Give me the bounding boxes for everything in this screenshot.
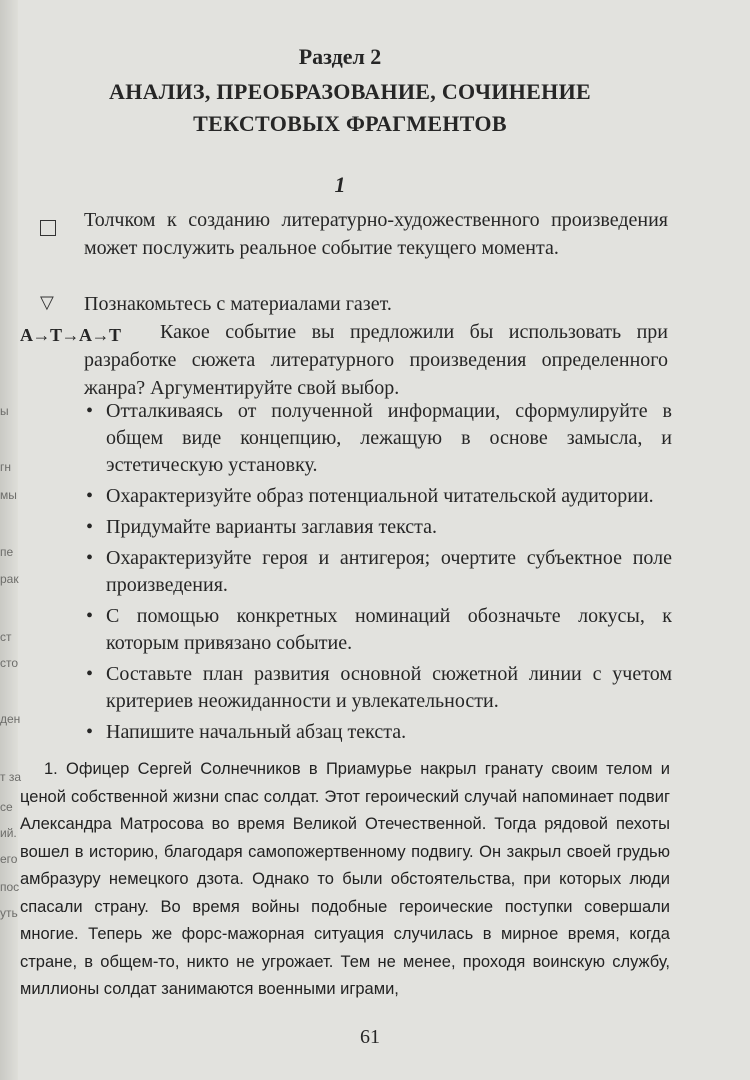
bullet-icon: • [86, 547, 94, 569]
exercise-number: 1 [334, 172, 346, 197]
bullet-icon: • [86, 516, 94, 538]
passage-text: 1. Офицер Сергей Солнечников в Приамурье накрыл гранату своим телом и ценой собственной жизни спас солдат. Этот героический случай напоминает подвиг Александра Матросова во время Великой Отечественной. Тогда рядовой пехоты вошел в историю, благодаря самопожертвенному подвигу. Он закрыл своей грудью амбразуру немецкого дзота. Однако то были обстоятельства, при которых люди спасали страну. Во время войны подобные героические поступки совершали многие. Теперь же форс-мажорная ситуация случилась в мирное время, когда стране, в общем-то, никто не угрожает. Тем не менее, проходя воинскую службу, миллионы солдат занимаются военными играми, [20, 760, 670, 998]
gutter-fragment: ы [0, 404, 9, 418]
gutter-fragment: ий. [0, 826, 17, 840]
list-item: • Составьте план развития основной сюжетной линии с учетом критериев неожиданности и увлекательности. [86, 663, 672, 712]
square-marker-icon [40, 220, 56, 236]
gutter-fragment: сто [0, 656, 19, 670]
gutter-fragment: т за [0, 770, 22, 784]
gutter-fragment: ден [0, 712, 21, 726]
bullet-icon: • [86, 663, 94, 685]
bullet-icon: • [86, 400, 94, 422]
list-item: • Охарактеризуйте образ потенциальной читательской аудитории. [84, 483, 672, 510]
section-heading [30, 76, 670, 140]
gutter-fragment: гн [0, 460, 12, 474]
bullet-icon: • [86, 721, 94, 743]
bullet-icon: • [86, 485, 94, 507]
heading-line: АНАЛИЗ, ПРЕОБРАЗОВАНИЕ, СОЧИНЕНИЕ [109, 79, 591, 104]
list-item: • Охарактеризуйте героя и антигероя; очертите субъектное поле произведения. [86, 547, 672, 596]
gutter-fragment: рак [0, 572, 19, 586]
gutter-fragment: его [0, 852, 18, 866]
read-instruction: Познакомьтесь с материалами газет. [84, 293, 392, 315]
list-item: • Напишите начальный абзац текста. [84, 719, 672, 746]
list-item: • Отталкиваясь от полученной информации, сформулируйте в общем виде концепцию, лежащую в основе замысла, и эстетическую установку. [86, 400, 672, 476]
gutter-fragment: ст [0, 630, 12, 644]
triangle-marker-icon: ▽ [40, 292, 54, 313]
intro-text: Толчком к созданию литературно-художественного произведения может послужить реальное событие текущего момента. [84, 209, 668, 259]
list-item: • С помощью конкретных номинаций обозначьте локусы, к которым привязано событие. [86, 605, 672, 654]
newspaper-passage [20, 756, 670, 1004]
gutter-fragment: пе [0, 545, 14, 559]
section-label: Раздел 2 [298, 44, 382, 69]
gutter-fragment: пос [0, 880, 20, 894]
atat-marker: А→Т→А→Т [20, 325, 121, 345]
page-number: 61 [360, 1026, 380, 1048]
list-item: • Придумайте варианты заглавия текста. [84, 514, 672, 541]
gutter-fragment: мы [0, 488, 17, 502]
heading-line: ТЕКСТОВЫХ ФРАГМЕНТОВ [193, 111, 507, 136]
task-list [84, 398, 672, 750]
gutter-fragment: се [0, 800, 13, 814]
gutter-fragment: уть [0, 906, 18, 920]
bullet-icon: • [86, 605, 94, 627]
question-text: Какое событие вы предложили бы использовать при разработке сюжета литературного произведения определенного жанра? Аргументируйте свой выбор. [84, 321, 668, 399]
